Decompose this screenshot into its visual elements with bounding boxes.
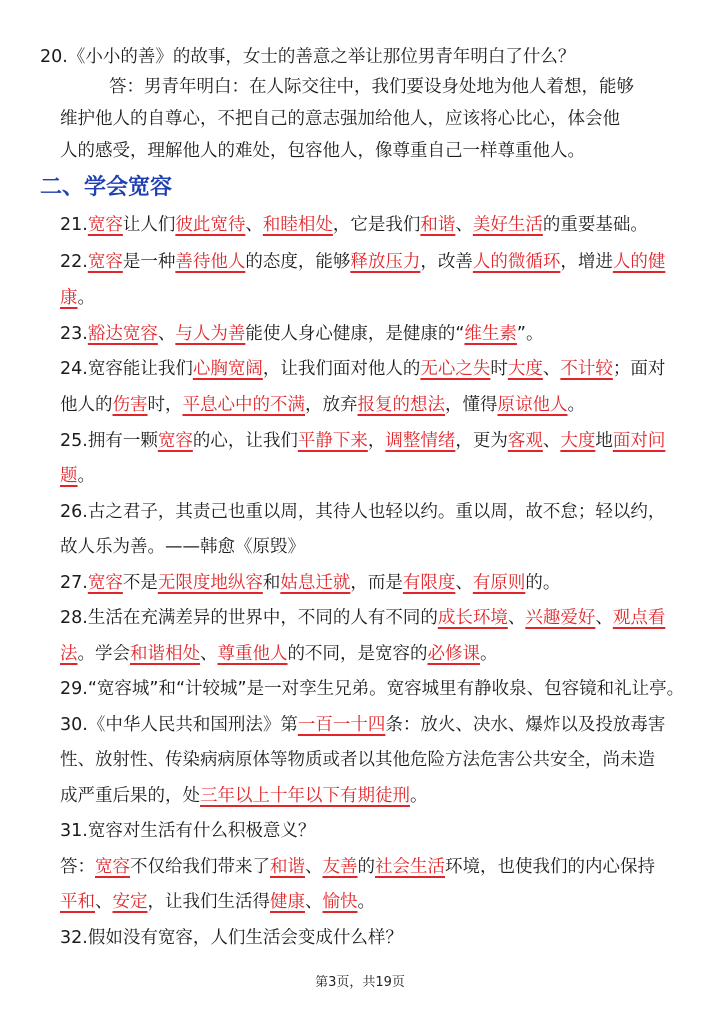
text-segment: 他人的: [60, 395, 113, 415]
text-segment: 的心，让我们: [192, 431, 298, 451]
highlighted-term: 不计较: [560, 359, 613, 379]
text-segment: ，放弃: [305, 395, 358, 415]
highlighted-term: 伤害: [112, 395, 148, 415]
highlighted-term: 成长环境: [437, 608, 508, 628]
text-line: [60, 747, 690, 773]
text-segment: 能使人身心健康，是健康的“: [245, 324, 465, 344]
highlighted-term: 面对问: [612, 431, 666, 451]
highlighted-term: 和谐: [270, 857, 305, 877]
text-segment: ，懂得: [445, 395, 498, 415]
highlighted-term: 和谐相处: [130, 644, 200, 664]
text-segment: 不是: [122, 573, 158, 593]
highlighted-term: 豁达宽容: [87, 324, 158, 344]
highlighted-term: 平静下来: [297, 431, 368, 451]
text-segment: 。学会: [77, 644, 130, 664]
text-segment: ，让我们面对他人的: [262, 359, 421, 379]
text-segment: 、: [95, 892, 113, 912]
text-segment: 让人们: [122, 215, 176, 235]
highlighted-term: 善待他人: [175, 252, 246, 272]
highlighted-term: 友善: [322, 857, 358, 877]
highlighted-term: 客观: [507, 431, 543, 451]
text-segment: 20.《小小的善》的故事，女士的善意之举让那位男青年明白了什么？: [40, 47, 576, 67]
highlighted-term: 宽容: [95, 857, 130, 877]
text-line: [60, 106, 690, 132]
highlighted-term: 与人为善: [175, 324, 246, 344]
text-line: [60, 712, 690, 738]
text-segment: 、: [455, 215, 473, 235]
text-segment: 人的感受，理解他人的难处，包容他人，像尊重自己一样尊重他人。: [60, 141, 585, 161]
highlighted-term: 美好生活: [472, 215, 543, 235]
text-line: [60, 321, 690, 347]
text-segment: 、: [507, 608, 526, 628]
text-segment: 成严重后果的，处: [60, 786, 200, 806]
text-line: [60, 212, 690, 238]
text-segment: 30.《中华人民共和国刑法》第: [60, 715, 298, 735]
highlighted-term: 观点看: [612, 608, 666, 628]
text-segment: 和: [262, 573, 281, 593]
text-segment: 、: [455, 573, 473, 593]
text-segment: 32.假如没有宽容，人们生活会变成什么样？: [60, 928, 403, 948]
highlighted-term: 人的微循环: [472, 252, 561, 272]
text-line: [60, 285, 690, 311]
text-segment: 、: [305, 892, 323, 912]
text-segment: 、: [157, 324, 176, 344]
highlighted-term: 和睦相处: [262, 215, 333, 235]
text-segment: 、: [595, 608, 613, 628]
highlighted-term: 报复的想法: [357, 395, 445, 415]
text-segment: 性、放射性、传染病病原体等物质或者以其他危险方法危害公共安全，尚未造: [60, 750, 655, 770]
text-line: [60, 676, 690, 702]
text-segment: 条：放火、决水、爆炸以及投放毒害: [385, 715, 666, 735]
highlighted-term: 释放压力: [350, 252, 421, 272]
highlighted-term: 原谅他人: [497, 395, 568, 415]
text-line: [60, 249, 690, 275]
highlighted-term: 宽容: [87, 573, 123, 593]
text-segment: 26.古之君子，其责己也重以周，其待人也轻以约。重以周，故不怠；轻以约，: [60, 502, 666, 522]
text-segment: 环境，也使我们的内心保持: [445, 857, 655, 877]
text-line: [60, 534, 690, 560]
text-segment: 。: [480, 644, 498, 664]
text-segment: 的重要基础。: [542, 215, 648, 235]
text-segment: 25.拥有一颗: [60, 431, 158, 451]
text-segment: 21.: [60, 215, 88, 235]
text-segment: 。: [77, 466, 95, 486]
text-line: [60, 138, 690, 164]
highlighted-term: 法: [60, 644, 78, 664]
text-segment: ，它是我们: [332, 215, 421, 235]
text-segment: 29.“宽容城”和“计较城”是一对孪生兄弟。宽容城里有静收泉、包容镜和礼让亭。: [60, 679, 685, 699]
text-line: [60, 499, 690, 525]
text-segment: 不仅给我们带来了: [130, 857, 270, 877]
text-segment: 、: [200, 644, 218, 664]
text-segment: 地: [595, 431, 613, 451]
text-line: [60, 356, 690, 382]
highlighted-term: 康: [60, 288, 78, 308]
text-segment: 28.生活在充满差异的世界中，不同的人有不同的: [60, 608, 438, 628]
text-segment: ，让我们生活得: [147, 892, 270, 912]
highlighted-term: 大度: [507, 359, 543, 379]
text-line: [109, 74, 694, 100]
page-footer: 第3页，共19页: [315, 975, 405, 990]
highlighted-term: 调整情绪: [385, 431, 456, 451]
text-segment: 22.: [60, 252, 88, 272]
highlighted-term: 无心之失: [420, 359, 491, 379]
text-segment: 的不同，是宽容的: [287, 644, 428, 664]
text-line: [40, 44, 670, 70]
text-segment: 答：: [60, 857, 95, 877]
highlighted-term: 维生素: [464, 324, 517, 344]
text-segment: 答：男青年明白：在人际交往中，我们要设身处地为他人着想，能够: [109, 77, 634, 97]
text-segment: 、: [305, 857, 323, 877]
highlighted-term: 兴趣爱好: [525, 608, 596, 628]
highlighted-term: 必修课: [427, 644, 480, 664]
highlighted-term: 人的健: [612, 252, 666, 272]
text-segment: 、: [542, 359, 561, 379]
highlighted-term: 有原则: [472, 573, 526, 593]
text-segment: 。: [77, 288, 95, 308]
highlighted-term: 尊重他人: [217, 644, 288, 664]
text-segment: 的。: [525, 573, 561, 593]
text-segment: 的: [357, 857, 375, 877]
text-segment: 23.: [60, 324, 88, 344]
text-segment: 、: [245, 215, 263, 235]
text-line: [60, 570, 690, 596]
section-heading: 二、学会宽容: [40, 175, 173, 200]
highlighted-term: 社会生活: [375, 857, 445, 877]
text-segment: 。: [357, 892, 375, 912]
text-segment: 31.宽容对生活有什么积极意义？: [60, 821, 316, 841]
highlighted-term: 健康: [270, 892, 305, 912]
text-segment: ，: [367, 431, 386, 451]
highlighted-term: 安定: [112, 892, 148, 912]
text-line: [60, 641, 690, 667]
text-segment: 、: [542, 431, 561, 451]
highlighted-term: 平息心中的不满: [182, 395, 305, 415]
highlighted-term: 平和: [60, 892, 95, 912]
text-segment: 故人乐为善。——韩愈《原毁》: [60, 537, 305, 557]
highlighted-term: 大度: [560, 431, 596, 451]
text-line: [60, 818, 690, 844]
text-segment: 的态度，能够: [245, 252, 351, 272]
text-line: [60, 392, 690, 418]
highlighted-term: 和谐: [420, 215, 456, 235]
text-segment: 时: [490, 359, 508, 379]
text-line: [60, 854, 690, 880]
text-segment: 。: [567, 395, 585, 415]
highlighted-term: 题: [60, 466, 78, 486]
text-line: [60, 605, 690, 631]
highlighted-term: 宽容: [87, 252, 123, 272]
text-segment: 维护他人的自尊心，不把自己的意志强加给他人，应该将心比心，体会他: [60, 109, 620, 129]
text-segment: ，而是: [350, 573, 403, 593]
text-line: [60, 428, 690, 454]
text-segment: 27.: [60, 573, 88, 593]
text-segment: ”。: [516, 324, 544, 344]
highlighted-term: 三年以上十年以下有期徒刑: [200, 786, 410, 806]
text-segment: ，增进: [560, 252, 613, 272]
highlighted-term: 愉快: [322, 892, 358, 912]
text-segment: 。: [410, 786, 428, 806]
highlighted-term: 姑息迁就: [280, 573, 351, 593]
text-segment: 是一种: [122, 252, 176, 272]
text-segment: 24.宽容能让我们: [60, 359, 193, 379]
text-segment: ，改善: [420, 252, 473, 272]
highlighted-term: 一百一十四: [297, 715, 386, 735]
text-line: [60, 783, 690, 809]
highlighted-term: 无限度地纵容: [157, 573, 263, 593]
highlighted-term: 心胸宽阔: [192, 359, 263, 379]
text-segment: ，更为: [455, 431, 508, 451]
text-segment: ；面对: [612, 359, 666, 379]
text-line: [60, 925, 690, 951]
text-line: [60, 889, 690, 915]
text-segment: 时，: [147, 395, 183, 415]
highlighted-term: 有限度: [402, 573, 456, 593]
highlighted-term: 宽容: [87, 215, 123, 235]
highlighted-term: 彼此宽待: [175, 215, 246, 235]
highlighted-term: 宽容: [157, 431, 193, 451]
text-line: [60, 463, 690, 489]
